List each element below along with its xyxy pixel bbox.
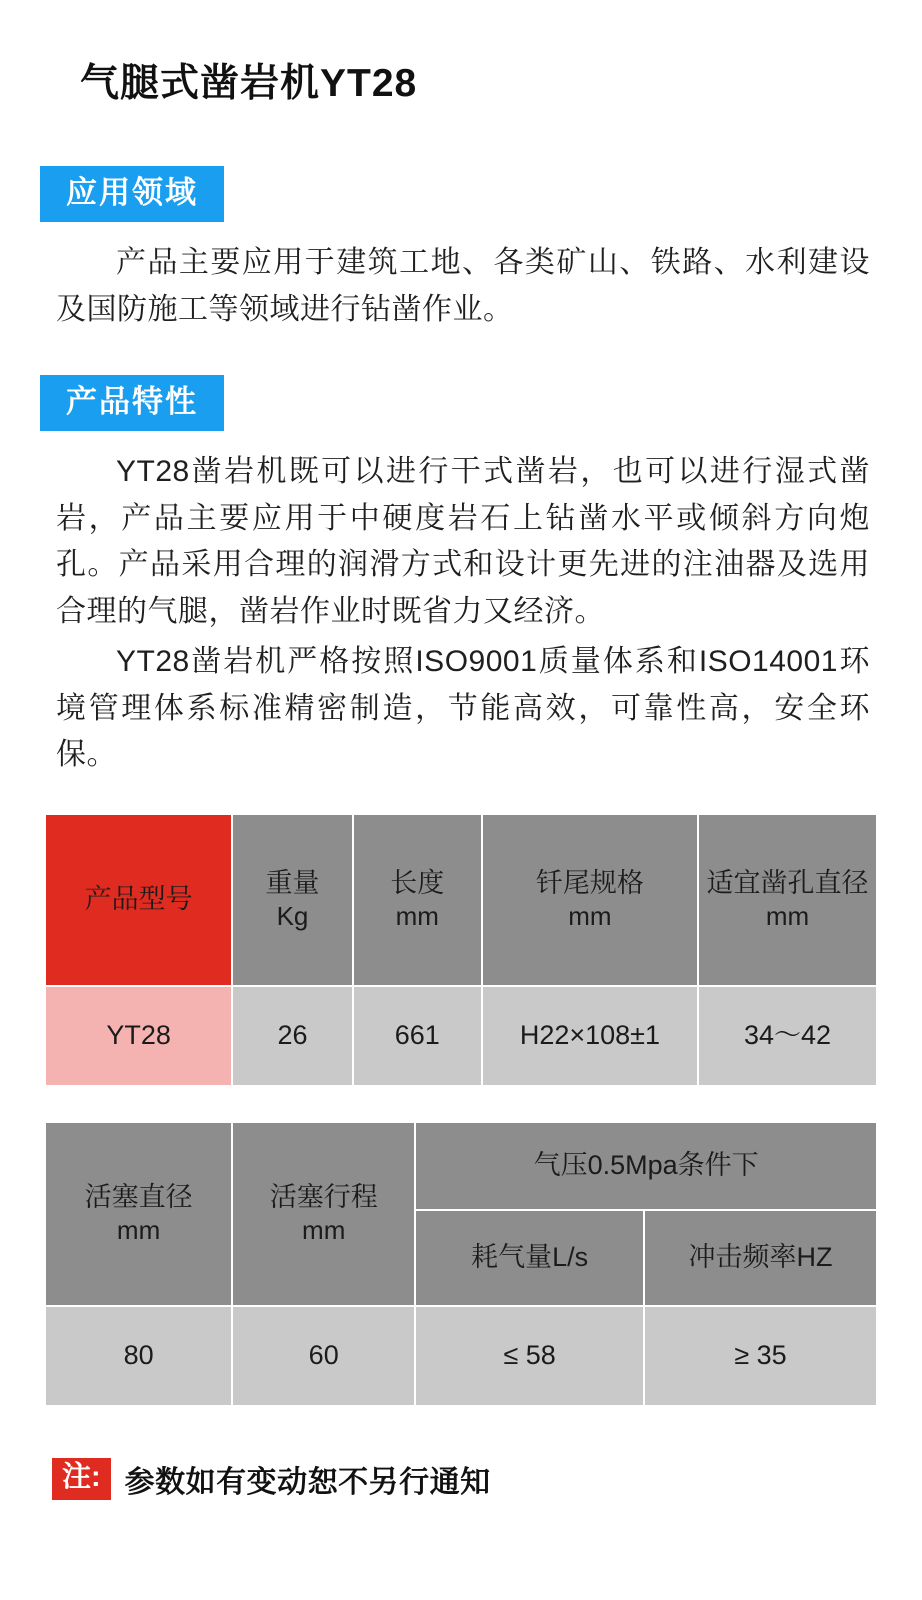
- section-application: [38, 166, 884, 222]
- cell-length-value: 661: [353, 986, 482, 1086]
- header-unit: mm: [765, 901, 810, 932]
- table-row: [45, 1306, 877, 1406]
- header-label: 产品型号: [84, 883, 193, 914]
- header-unit: mm: [568, 901, 612, 932]
- page-title: 气腿式凿岩机YT28: [80, 62, 418, 105]
- cell-weight-value: 26: [232, 986, 353, 1086]
- specs-table-main: [44, 813, 878, 1087]
- specs-table-secondary: [44, 1121, 878, 1407]
- header-cell-piston-stroke: [232, 1122, 415, 1306]
- header-unit: mm: [116, 1215, 161, 1246]
- header-unit: mm: [395, 901, 439, 932]
- specs-table-secondary-wrapper: [38, 1121, 884, 1407]
- section-tag-features: 产品特性: [40, 375, 224, 431]
- cell-air-consumption-value: ≤ 58: [415, 1306, 644, 1406]
- cell-hole-diameter-value: 34～42: [698, 986, 877, 1086]
- header-unit: mm: [302, 1215, 346, 1246]
- header-unit: Kg: [276, 901, 309, 932]
- table-header-row-top: [45, 1122, 877, 1210]
- header-cell-pressure-group: 气压0.5Mpa条件下: [415, 1122, 877, 1210]
- cell-piston-diameter-value: 80: [45, 1306, 232, 1406]
- cell-piston-stroke-value: 60: [232, 1306, 415, 1406]
- features-paragraph-1: YT28凿岩机既可以进行干式凿岩，也可以进行湿式凿岩，产品主要应用于中硬度岩石上钻凿水平或倾斜方向炮孔。产品采用合理的润滑方式和设计更先进的注油器及选用合理的气腿，凿岩作业时既省力又经济。: [56, 455, 870, 628]
- application-paragraph: 产品主要应用于建筑工地、各类矿山、铁路、水利建设及国防施工等领域进行钻凿作业。: [56, 246, 870, 326]
- header-cell-impact-frequency: 冲击频率HZ: [644, 1210, 877, 1306]
- header-label: 重量: [265, 867, 320, 898]
- header-cell-shank: [482, 814, 698, 986]
- note: [38, 1457, 884, 1561]
- specs-table-main-wrapper: [38, 813, 884, 1087]
- header-label: 钎尾规格: [535, 867, 644, 898]
- cell-model-value: YT28: [45, 986, 232, 1086]
- table-header-row: [45, 814, 877, 986]
- header-cell-piston-diameter: [45, 1122, 232, 1306]
- table-row: [45, 986, 877, 1086]
- header-label: 活塞直径: [84, 1181, 193, 1212]
- header-cell-weight: [232, 814, 353, 986]
- features-paragraph-2: YT28凿岩机严格按照ISO9001质量体系和ISO14001环境管理体系标准精密制造，节能高效，可靠性高，安全环保。: [56, 645, 870, 772]
- header-label: 适宜凿孔直径: [706, 867, 869, 898]
- header-cell-model: [45, 814, 232, 986]
- header-cell-length: [353, 814, 482, 986]
- header-cell-air-consumption: 耗气量L/s: [415, 1210, 644, 1306]
- section-tag-application: 应用领域: [40, 166, 224, 222]
- note-badge: 注:: [52, 1458, 111, 1500]
- note-text: 参数如有变动恕不另行通知: [124, 1465, 491, 1499]
- cell-shank-value: H22×108±1: [482, 986, 698, 1086]
- header-cell-hole-diameter: [698, 814, 877, 986]
- cell-impact-frequency-value: ≥ 35: [644, 1306, 877, 1406]
- header-label: 长度: [390, 867, 445, 898]
- header-label: 活塞行程: [269, 1181, 378, 1212]
- section-features: [38, 375, 884, 431]
